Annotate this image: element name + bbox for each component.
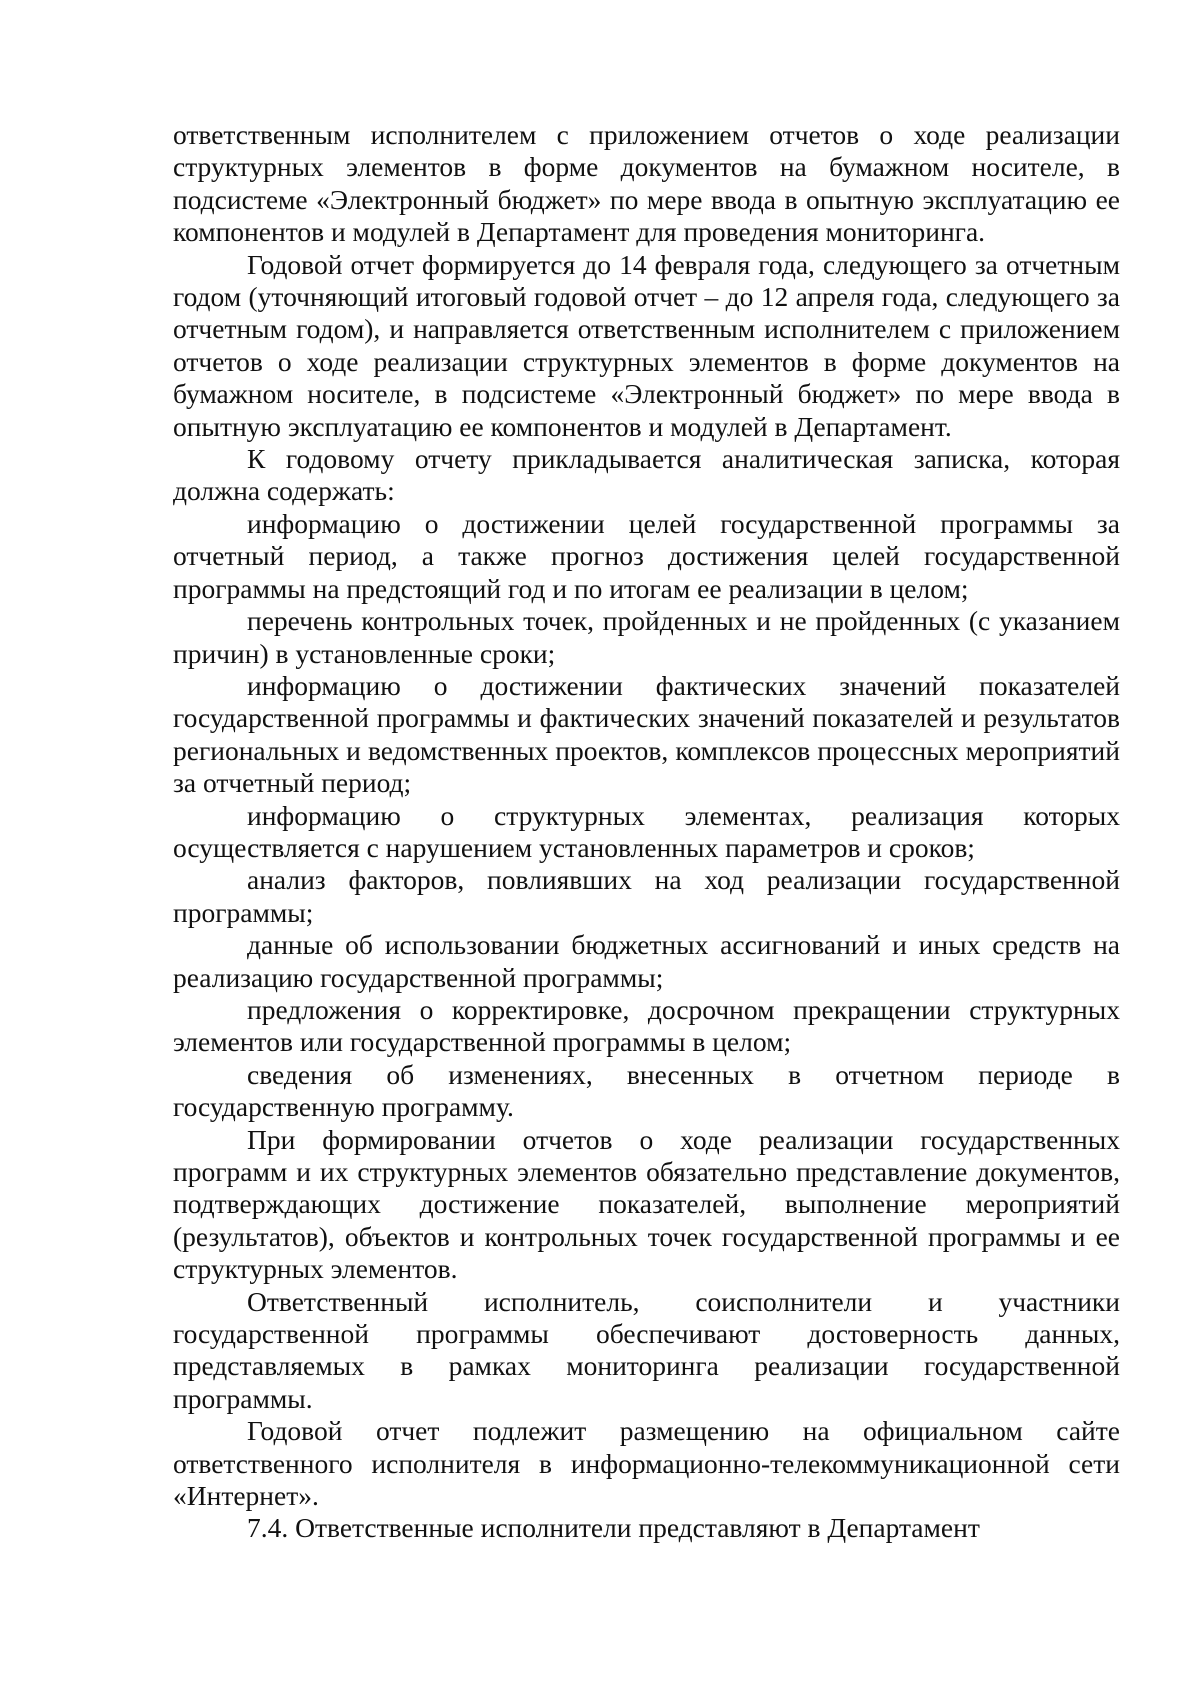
paragraph-8: анализ факторов, повлиявших на ход реализации государственной программы; — [173, 864, 1120, 928]
paragraph-10: предложения о корректировке, досрочном прекращении структурных элементов или государственной программы в целом; — [173, 993, 1120, 1058]
paragraph-4: информацию о достижении целей государственной программы за отчетный период, а также прогноз достижения целей государственной программы на предстоящий год и по итогам ее реализации в целом; — [173, 507, 1120, 604]
paragraph-13: Ответственный исполнитель, соисполнители и участники государственной программы обеспечивают достоверность данных, представляемых в рамках мониторинга реализации государственной программы. — [173, 1285, 1120, 1414]
paragraph-7: информацию о структурных элементах, реализация которых осуществляется с нарушением установленных параметров и сроков; — [173, 799, 1120, 863]
paragraph-9: данные об использовании бюджетных ассигнований и иных средств на реализацию государственной программы; — [173, 929, 1120, 993]
paragraph-1: ответственным исполнителем с приложением отчетов о ходе реализации структурных элементов в форме документов на бумажном носителе, в подсистеме «Электронный бюджет» по мере ввода в опытную эксплуатацию ее компонентов и модулей в Департамент для проведения мониторинга. — [173, 119, 1120, 248]
paragraph-5: перечень контрольных точек, пройденных и не пройденных (с указанием причин) в установленные сроки; — [173, 605, 1120, 669]
paragraph-11: сведения об изменениях, внесенных в отчетном периоде в государственную программу. — [173, 1058, 1120, 1123]
paragraph-2: Годовой отчет формируется до 14 февраля года, следующего за отчетным годом (уточняющий итоговый годовой отчет – до 12 апреля года, следующего за отчетным годом), и направляется ответственным исполнителем с приложением отчетов о ходе реализации структурных элементов в форме документов на бумажном носителе, в подсистеме «Электронный бюджет» по мере ввода в опытную эксплуатацию ее компонентов и модулей в Департамент. — [173, 248, 1120, 442]
paragraph-12: При формировании отчетов о ходе реализации государственных программ и их структурных элементов обязательно представление документов, подтверждающих достижение показателей, выполнение мероприятий (результатов), объектов и контрольных точек государственной программы и ее структурных элементов. — [173, 1123, 1120, 1285]
paragraph-6: информацию о достижении фактических значений показателей государственной программы и фактических значений показателей и результатов региональных и ведомственных проектов, комплексов процессных мероприятий за отчетный период; — [173, 669, 1120, 799]
document-body — [173, 119, 1120, 1545]
paragraph-14: Годовой отчет подлежит размещению на официальном сайте ответственного исполнителя в информационно-телекоммуникационной сети «Интернет». — [173, 1415, 1120, 1512]
paragraph-3: К годовому отчету прикладывается аналитическая записка, которая должна содержать: — [173, 443, 1120, 507]
paragraph-15: 7.4. Ответственные исполнители представляют в Департамент — [247, 1512, 980, 1544]
